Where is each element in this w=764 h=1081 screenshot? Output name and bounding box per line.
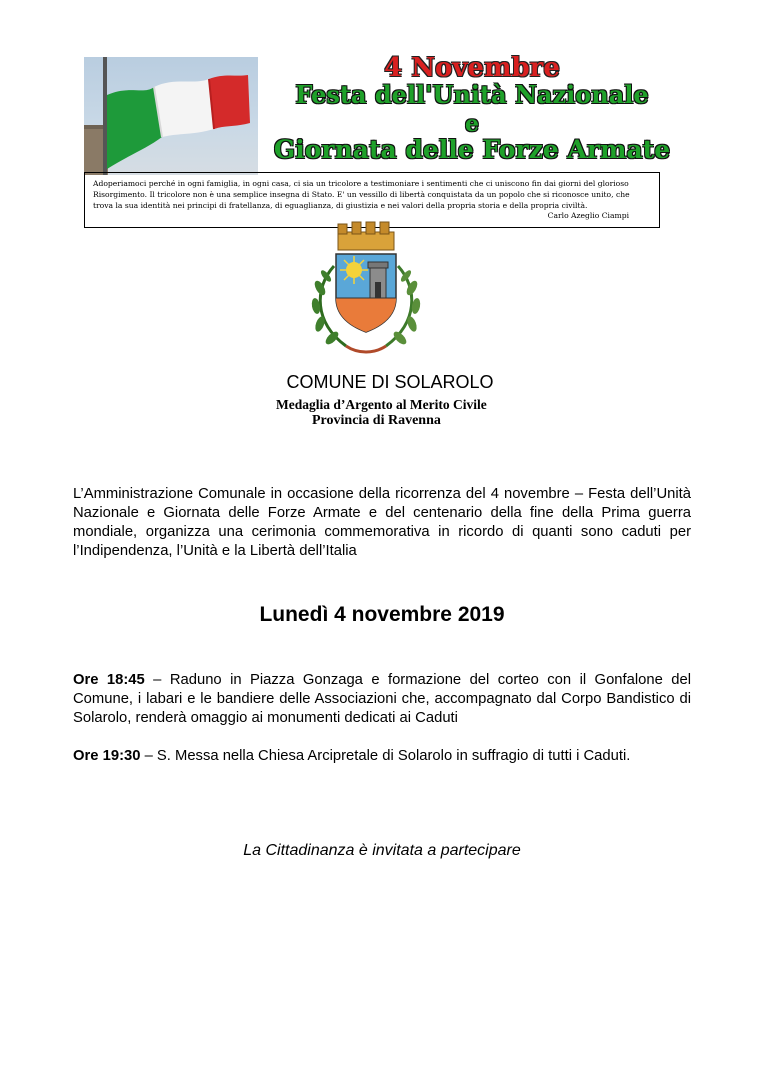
event-item	[73, 671, 691, 728]
intro-paragraph: L’Amministrazione Comunale in occasione della ricorrenza del 4 novembre – Festa dell’Unità Nazionale e Giornata delle Forze Armate e del centenario della fine della Prima guerra mondiale, organizza una cerimonia commemorativa in ricordo di quanti sono caduti per l’Indipendenza, l’Unità e la Libertà dell’Italia	[73, 486, 691, 559]
header-title	[262, 55, 682, 165]
institution-name: COMUNE DI SOLAROLO	[286, 372, 494, 392]
italian-flag-icon	[84, 57, 258, 175]
event-time: Ore 18:45	[73, 672, 145, 688]
quote-author: Carlo Azeglio Ciampi	[547, 211, 629, 220]
event-date: Lunedì 4 novembre 2019	[259, 603, 505, 626]
coat-of-arms-icon	[306, 218, 426, 360]
title-line-4: Giornata delle Forze Armate	[273, 135, 671, 164]
event-time: Ore 19:30	[73, 748, 141, 764]
title-line-1: 4 Novembre	[384, 53, 560, 83]
institution-honor: Medaglia d’Argento al Merito Civile	[276, 397, 487, 412]
title-line-2: Festa dell'Unità Nazionale	[295, 80, 649, 109]
event-item	[73, 747, 691, 766]
institution-province: Provincia di Ravenna	[312, 413, 441, 428]
event-description: – Raduno in Piazza Gonzaga e formazione del corteo con il Gonfalone del Comune, i labari e le bandiere delle Associazioni che, accompagnato dal Corpo Bandistico di Solarolo, renderà omaggio ai monumenti dedicati ai Caduti	[73, 672, 692, 726]
title-line-3: e	[465, 111, 479, 137]
flag-photo	[84, 57, 258, 175]
event-description: – S. Messa nella Chiesa Arcipretale di Solarolo in suffragio di tutti i Caduti.	[140, 748, 631, 764]
quote-text: Adoperiamoci perché in ogni famiglia, in ogni casa, ci sia un tricolore a testimoniare i sentimenti che ci uniscono fin dai giorni del glorioso Risorgimento. Il tricolore non è una semplice insegna di Stato. E' un vessillo di libertà conquistata da un popolo che si riconosce unito, che trova la sua identità nei principi di fratellanza, di eguaglianza, di giustizia e nei valori della propria storia e della propria civiltà.	[93, 179, 630, 210]
invitation-text: La Cittadinanza è invitata a partecipare	[243, 842, 521, 859]
